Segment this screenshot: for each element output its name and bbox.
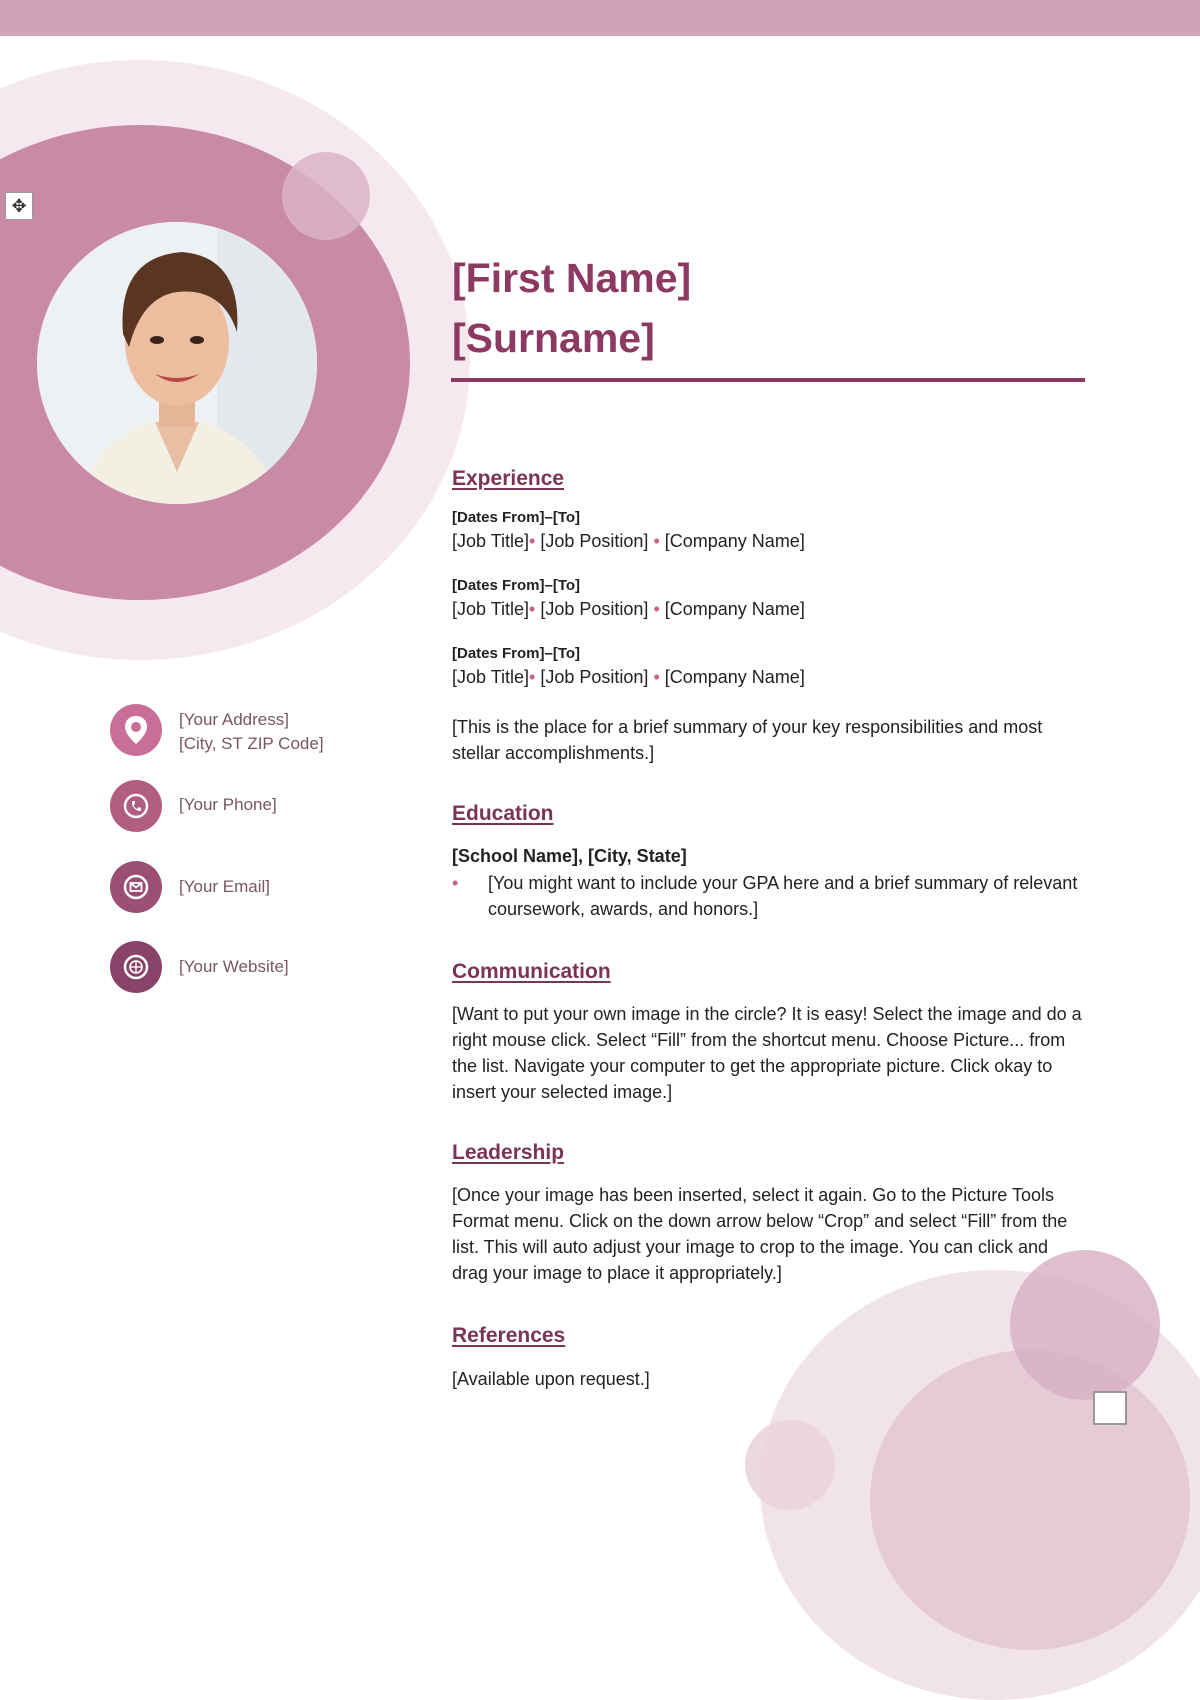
- move-handle-icon[interactable]: ✥: [5, 192, 33, 220]
- experience-entry-1: [Dates From]–[To] [Job Title]• [Job Position] • [Company Name]: [452, 509, 805, 551]
- website-text: [Your Website]: [179, 957, 289, 976]
- leadership-heading: Leadership: [452, 1141, 565, 1164]
- job-title: [Job Title]: [452, 667, 530, 687]
- top-color-band: [0, 0, 1200, 36]
- job-position: [Job Position]: [540, 531, 649, 551]
- profile-photo[interactable]: [37, 222, 317, 504]
- phone-text: [Your Phone]: [179, 795, 277, 814]
- dates: [Dates From]–[To]: [452, 645, 581, 662]
- education-bullet: [452, 870, 1082, 922]
- decorative-circle: [870, 1350, 1190, 1650]
- school-name: [School Name], [City, State]: [452, 846, 687, 866]
- address-line-2: [City, ST ZIP Code]: [179, 734, 324, 753]
- selection-checkbox[interactable]: [1093, 1391, 1127, 1425]
- job-title: [Job Title]: [452, 599, 530, 619]
- name-divider: [451, 378, 1085, 382]
- dates: [Dates From]–[To]: [452, 509, 581, 526]
- email-icon: [110, 861, 162, 913]
- profile-photo-illustration: [37, 222, 317, 504]
- communication-text: [Want to put your own image in the circle? It is easy! Select the image and do a right mouse click. Select “Fill” from the shortcut menu. Choose Picture... from the list. Navigate your computer to get the appropriate picture. Click okay to insert your selected image.]: [452, 1004, 1082, 1102]
- contact-email: [110, 861, 270, 913]
- contact-website: [110, 941, 289, 993]
- contact-phone: [110, 780, 277, 832]
- first-name: [First Name]: [452, 255, 692, 301]
- contact-address: [110, 704, 324, 756]
- applicant-name: [452, 248, 691, 368]
- decorative-dot: [282, 152, 370, 240]
- globe-icon: [110, 941, 162, 993]
- education-bullet-text: [You might want to include your GPA here and a brief summary of relevant coursework, awards, and honors.]: [488, 873, 1078, 919]
- surname: [Surname]: [452, 315, 655, 361]
- decorative-circle: [745, 1420, 835, 1510]
- references-text: [Available upon request.]: [452, 1369, 650, 1389]
- experience-entry-2: [Dates From]–[To] [Job Title]• [Job Position] • [Company Name]: [452, 577, 805, 619]
- experience-heading: Experience: [452, 467, 565, 490]
- company-name: [Company Name]: [664, 531, 805, 551]
- dates: [Dates From]–[To]: [452, 577, 581, 594]
- company-name: [Company Name]: [664, 599, 805, 619]
- company-name: [Company Name]: [664, 667, 805, 687]
- experience-summary: [This is the place for a brief summary of your key responsibilities and most stellar accomplishments.]: [452, 717, 1043, 763]
- communication-heading: Communication: [452, 960, 611, 983]
- leadership-text: [Once your image has been inserted, select it again. Go to the Picture Tools Format menu. Click on the down arrow below “Crop” and select “Fill” from the list. This will auto adjust your image to crop to the image. You can click and drag your image to place it appropriately.]: [452, 1185, 1068, 1283]
- address-line-1: [Your Address]: [179, 710, 289, 729]
- bullet-icon: •: [452, 873, 459, 893]
- education-heading: Education: [452, 802, 554, 825]
- experience-entry-3: [Dates From]–[To] [Job Title]• [Job Position] • [Company Name]: [452, 645, 805, 687]
- location-pin-icon: [110, 704, 162, 756]
- email-text: [Your Email]: [179, 877, 271, 896]
- job-position: [Job Position]: [540, 599, 649, 619]
- job-title: [Job Title]: [452, 531, 530, 551]
- references-heading: References: [452, 1324, 566, 1347]
- job-position: [Job Position]: [540, 667, 649, 687]
- phone-icon: [110, 780, 162, 832]
